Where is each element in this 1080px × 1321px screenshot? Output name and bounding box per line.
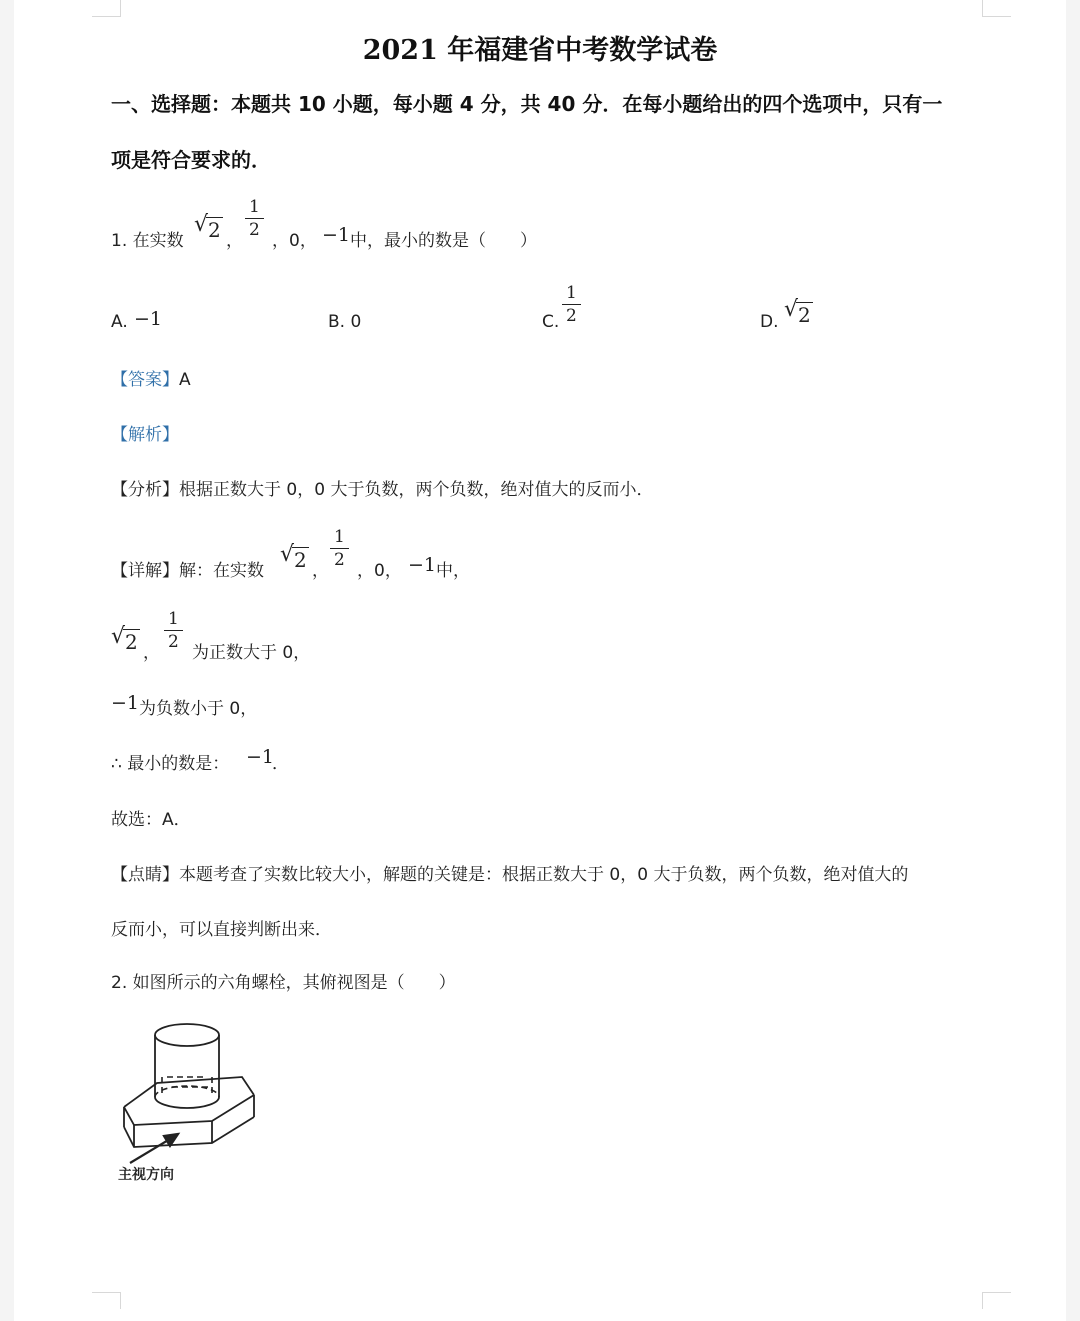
- q1-neg-one: −1: [322, 224, 351, 246]
- q1-detail-sqrt2: √ 2: [280, 542, 307, 572]
- q1-choose: 故选：A．: [111, 810, 191, 830]
- section-heading-line2: 项是符合要求的．: [111, 148, 271, 172]
- q1-option-b: B. 0: [328, 312, 362, 332]
- answer-tag: 【答案】: [111, 370, 179, 390]
- q1-option-c-fraction: $\frac{1}{2}$: [562, 282, 581, 327]
- q1-therefore-value: −1: [246, 746, 275, 768]
- q1-detail-neg-one: −1: [408, 554, 437, 576]
- crop-mark-bottom-left: [92, 1292, 121, 1309]
- q1-comment-line1: 【点睛】本题考查了实数比较大小，解题的关键是：根据正数大于 0，0 大于负数，两个负数，绝对值大的: [111, 865, 909, 885]
- q1-detail-comma: ，: [312, 561, 329, 581]
- crop-mark-top-right: [982, 0, 1011, 17]
- q1-detail-suffix: 中，: [436, 561, 470, 581]
- q1-therefore-text: ∴ 最小的数是：: [111, 754, 230, 774]
- q1-option-a-label: A.: [111, 312, 128, 332]
- q1-positive-text: 为正数大于 0，: [192, 643, 311, 663]
- answer-value: A: [179, 370, 191, 390]
- q1-fraction-half: $\frac{1}{2}$: [245, 196, 264, 241]
- q1-fenxi: 【分析】根据正数大于 0，0 大于负数，两个负数，绝对值大的反而小．: [111, 480, 654, 500]
- q1-negative-text: 为负数小于 0，: [139, 699, 258, 719]
- section-heading-line1: 一、选择题：本题共 10 小题，每小题 4 分，共 40 分．在每小题给出的四个选项中，只有一: [111, 92, 943, 116]
- q1-therefore-period: ．: [272, 754, 289, 774]
- q1-comma: ，: [226, 231, 243, 251]
- q1-comment-line2: 反而小，可以直接判断出来．: [111, 920, 332, 940]
- q1-negative-value: −1: [111, 692, 140, 714]
- q2-stem: 2. 如图所示的六角螺栓，其俯视图是（ ）: [111, 973, 456, 993]
- q1-zero: ，0，: [272, 231, 317, 251]
- q1-positive-comma: ，: [143, 643, 160, 663]
- q1-sqrt2: √ 2: [194, 212, 221, 242]
- q1-option-a-value: −1: [134, 308, 163, 330]
- q1-option-d-label: D.: [760, 312, 779, 332]
- q1-prefix: 1. 在实数: [111, 231, 184, 251]
- figure-caption: 主视方向: [118, 1167, 174, 1183]
- q1-option-c-label: C.: [542, 312, 560, 332]
- analysis-tag: 【解析】: [111, 425, 179, 445]
- q1-suffix: 中，最小的数是（ ）: [350, 231, 537, 251]
- q1-detail-prefix: 【详解】解：在实数: [111, 561, 264, 581]
- q1-detail-fraction: $\frac{1}{2}$: [330, 526, 349, 571]
- q1-positive-sqrt2: √ 2: [111, 624, 138, 654]
- q1-detail-zero: ，0，: [357, 561, 402, 581]
- page-title: 2021 年福建省中考数学试卷: [362, 35, 718, 66]
- q1-option-d-sqrt2: √ 2: [784, 297, 811, 327]
- q1-positive-fraction: $\frac{1}{2}$: [164, 608, 183, 653]
- q1-answer-line: [111, 365, 191, 390]
- crop-mark-top-left: [92, 0, 121, 17]
- crop-mark-bottom-right: [982, 1292, 1011, 1309]
